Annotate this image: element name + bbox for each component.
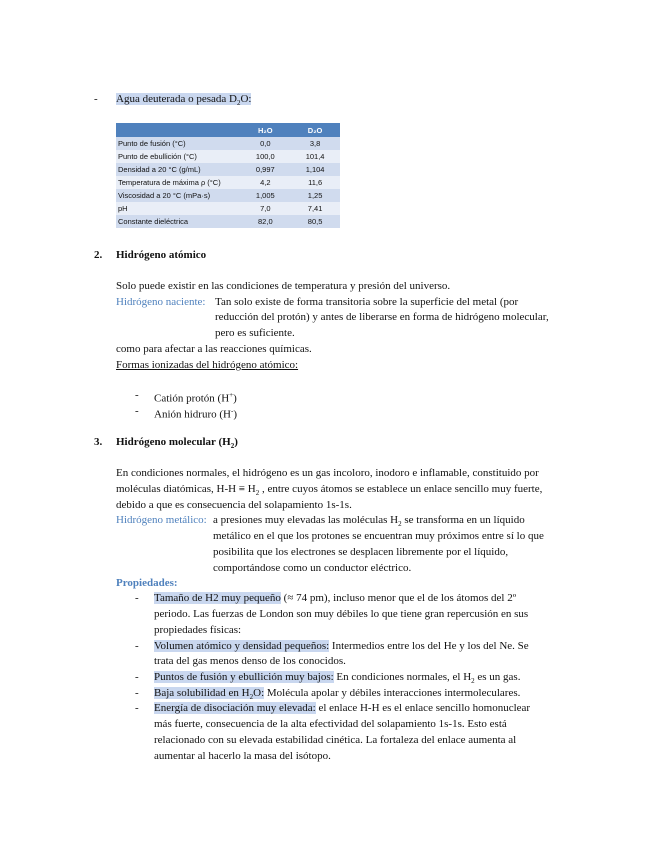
section-2-title: Hidrógeno atómico <box>116 249 207 261</box>
table-row <box>116 176 340 189</box>
list-bullet: - <box>135 640 139 652</box>
table-cell: 4,2 <box>240 176 290 189</box>
list-bullet: - <box>135 671 139 683</box>
list-item: Catión protón (H+) <box>154 391 237 405</box>
list-item-line: trata del gas menos denso de los conocidos. <box>154 655 346 667</box>
table-cell: 1,25 <box>290 189 340 202</box>
table-cell: Temperatura de máxima ρ (°C) <box>116 176 240 189</box>
list-bullet: - <box>135 592 139 604</box>
definition-line: Tan solo existe de forma transitoria sobre la superficie del metal (por <box>215 296 519 308</box>
table-row <box>116 189 340 202</box>
list-item-line: más fuerte, consecuencia de la alta efectividad del solapamiento 1s-1s. Esto está <box>154 718 507 730</box>
paragraph: como para afectar a las reacciones químicas. <box>116 343 312 355</box>
list-bullet: - <box>94 93 98 105</box>
table-cell: 11,6 <box>290 176 340 189</box>
table-cell: Densidad a 20 °C (g/mL) <box>116 163 240 176</box>
list-bullet: - <box>135 702 139 714</box>
table-cell: 80,5 <box>290 215 340 228</box>
paragraph: debido a que es consecuencia del solapamiento 1s-1s. <box>116 499 352 511</box>
table-cell: 7,0 <box>240 202 290 215</box>
list-bullet: - <box>135 687 139 699</box>
table-cell: 100,0 <box>240 150 290 163</box>
heavy-water-heading: Agua deuterada o pesada $D_2O$: <box>116 93 252 108</box>
list-item-line: periodo. Las fuerzas de London son muy débiles lo que tiene gran repercusión en sus <box>154 608 529 620</box>
list-item: Volumen atómico y densidad pequeños: Intermedios entre los del He y los del Ne. Se <box>154 640 529 652</box>
paragraph: moléculas diatómicas, $H-H \equiv H_2$ , entre cuyos átomos se establece un enlace sencillo muy fuerte, <box>116 483 543 498</box>
table-row <box>116 202 340 215</box>
section-3-number: 3. <box>94 436 103 448</box>
paragraph: Solo puede existir en las condiciones de temperatura y presión del universo. <box>116 280 451 292</box>
table-cell: 101,4 <box>290 150 340 163</box>
properties-heading: Propiedades: <box>116 577 178 589</box>
list-item-line: propiedades físicas: <box>154 624 242 636</box>
table-row <box>116 137 340 150</box>
table-cell: 0,997 <box>240 163 290 176</box>
definition-line: metálico en el que los protones se encuentran muy próximos entre sí lo que <box>213 530 544 542</box>
definition-line: pero es suficiente. <box>215 327 295 339</box>
definition-line: a presiones muy elevadas las moléculas $H_2$ se transforma en un líquido <box>213 514 525 529</box>
table-row <box>116 150 340 163</box>
list-item: Baja solubilidad en $H_2O$: Molécula apolar y débiles interacciones intermoleculares. <box>154 687 521 702</box>
list-item: Tamaño de H2 muy pequeño (≈ 74 pm), incluso menor que el de los átomos del 2º <box>154 592 517 604</box>
section-2-number: 2. <box>94 249 103 261</box>
table-cell: Constante dieléctrica <box>116 215 240 228</box>
table-cell: Punto de fusión (°C) <box>116 137 240 150</box>
table-cell: Viscosidad a 20 °C (mPa·s) <box>116 189 240 202</box>
subheading: Formas ionizadas del hidrógeno atómico: <box>116 359 299 371</box>
table-cell: 1,005 <box>240 189 290 202</box>
paragraph: En condiciones normales, el hidrógeno es un gas incoloro, inodoro e inflamable, constituido por <box>116 467 539 479</box>
table-header-cell <box>116 123 240 137</box>
list-item: Puntos de fusión y ebullición muy bajos: En condiciones normales, el $H_2$ es un gas. <box>154 671 521 686</box>
table-cell: 1,104 <box>290 163 340 176</box>
definition-line: posibilita que los electrones se desplacen libremente por el líquido, <box>213 546 509 558</box>
table-cell: 0,0 <box>240 137 290 150</box>
table-cell: 7,41 <box>290 202 340 215</box>
table-cell: pH <box>116 202 240 215</box>
definition-line: reducción del protón) y antes de liberarse en forma de hidrógeno molecular, <box>215 311 549 323</box>
table-header-cell: D₂O <box>290 123 340 137</box>
table-row <box>116 163 340 176</box>
table-cell: 82,0 <box>240 215 290 228</box>
list-item-line: relacionado con su elevada estabilidad cinética. La fortaleza del enlace aumenta al <box>154 734 517 746</box>
list-item: Energía de disociación muy elevada: el enlace H-H es el enlace sencillo homonuclear <box>154 702 531 714</box>
definition-line: comportándose como un conductor eléctrico. <box>213 562 412 574</box>
table-header-cell: H₂O <box>240 123 290 137</box>
list-item: Anión hidruro (H-) <box>154 407 238 421</box>
table-cell: 3,8 <box>290 137 340 150</box>
list-bullet: - <box>135 389 139 401</box>
table-row <box>116 215 340 228</box>
list-bullet: - <box>135 405 139 417</box>
water-properties-table <box>116 123 340 228</box>
term-label: Hidrógeno naciente: <box>116 296 206 308</box>
term-label: Hidrógeno metálico: <box>116 514 207 526</box>
section-3-title: Hidrógeno molecular $(H_2)$ <box>116 436 238 451</box>
list-item-line: aumentar al hacerlo la masa del isótopo. <box>154 750 331 762</box>
table-cell: Punto de ebullición (°C) <box>116 150 240 163</box>
